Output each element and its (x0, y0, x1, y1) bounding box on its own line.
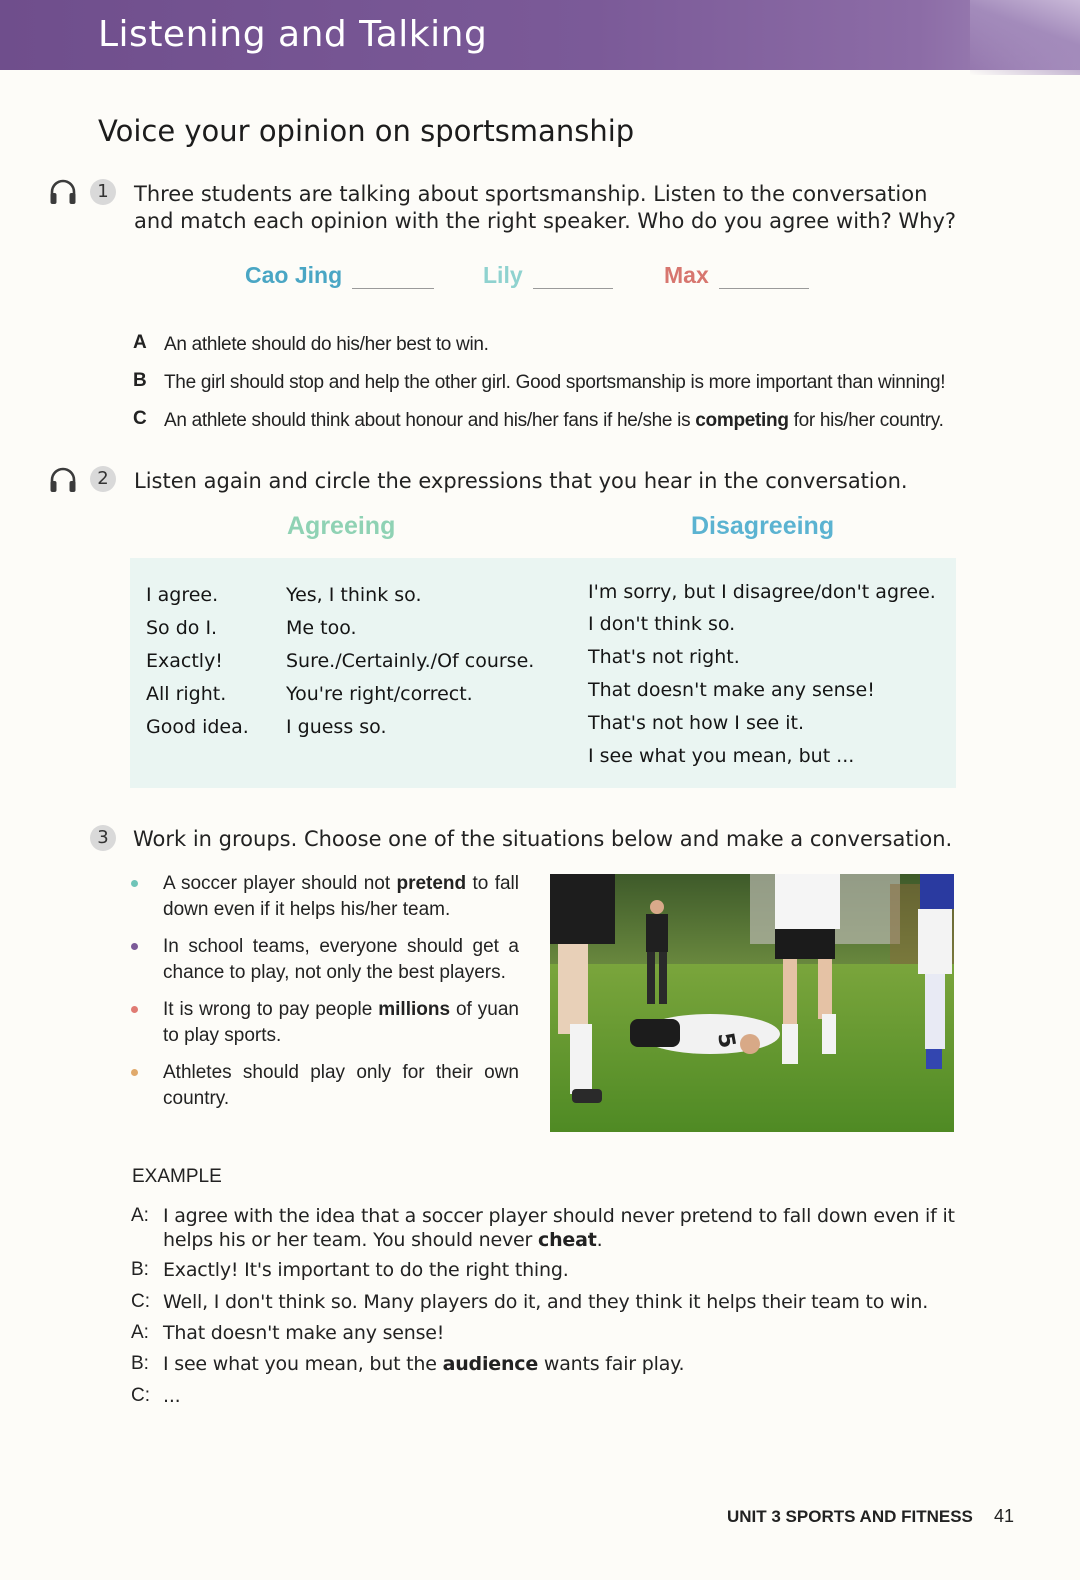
option-c-text: An athlete should think about honour and his/her fans if he/she is competing for his/her country. (164, 410, 944, 431)
answer-blank-lily[interactable] (533, 288, 613, 289)
keyword-audience: audience (442, 1353, 539, 1375)
situation-item: In school teams, everyone should get a chance to play, not only the best players. (163, 936, 519, 983)
situation-item: A soccer player should not pretend to fall down even if it helps his/her team. (163, 873, 519, 920)
answer-blank-cao-jing[interactable] (352, 288, 434, 289)
exercise-2-number: 2 (90, 466, 116, 492)
situation-bullet (131, 1069, 138, 1076)
example-heading: EXAMPLE (132, 1166, 222, 1187)
exercise-1-instruction-line-2: and match each opinion with the right speaker. Who do you agree with? Why? (134, 209, 957, 233)
example-speaker: B: (131, 1353, 149, 1374)
agree-expression[interactable]: I guess so. (286, 716, 387, 738)
situation-bullet (131, 943, 138, 950)
footer-unit-title: UNIT 3 SPORTS AND FITNESS (727, 1507, 973, 1526)
exercise-3-instruction: Work in groups. Choose one of the situations below and make a conversation. (133, 827, 953, 851)
agree-expression[interactable]: Sure./Certainly./Of course. (286, 650, 535, 672)
page-number: 41 (994, 1506, 1015, 1526)
section-title: Listening and Talking (98, 14, 488, 55)
agree-expression[interactable]: So do I. (146, 617, 218, 639)
soccer-player-down-photo (550, 874, 954, 1132)
answer-blank-max[interactable] (719, 288, 809, 289)
exercise-2-instruction: Listen again and circle the expressions that you hear in the conversation. (134, 469, 908, 493)
example-line: Exactly! It's important to do the right thing. (163, 1259, 569, 1281)
example-line: ... (163, 1385, 181, 1407)
example-speaker: C: (131, 1291, 150, 1312)
situation-bullet (131, 1006, 138, 1013)
exercise-1-number: 1 (90, 179, 116, 205)
example-speaker: A: (131, 1205, 149, 1226)
agree-expression[interactable]: Me too. (286, 617, 357, 639)
agree-expression[interactable]: You're right/correct. (286, 683, 473, 705)
banner-corner-decoration (970, 0, 1080, 75)
disagree-expression[interactable]: I don't think so. (588, 613, 736, 635)
example-line: I see what you mean, but the audience wants fair play. (163, 1353, 685, 1375)
example-speaker: B: (131, 1259, 149, 1280)
option-b-text: The girl should stop and help the other girl. Good sportsmanship is more important than winning! (164, 372, 946, 393)
keyword-competing: competing (695, 410, 789, 431)
page-title: Voice your opinion on sportsmanship (98, 114, 635, 148)
agree-expression[interactable]: Exactly! (146, 650, 223, 672)
headphones-icon[interactable] (48, 178, 78, 206)
example-speaker: C: (131, 1385, 150, 1406)
speaker-cao-jing: Cao Jing (245, 262, 343, 288)
svg-text:5: 5 (712, 1030, 740, 1051)
option-a-letter: A (133, 332, 147, 353)
disagree-expression[interactable]: That's not right. (588, 646, 740, 668)
disagree-expression[interactable]: I see what you mean, but ... (588, 745, 855, 767)
keyword-cheat: cheat (538, 1229, 597, 1251)
option-a-text: An athlete should do his/her best to win. (164, 334, 489, 355)
example-line: That doesn't make any sense! (163, 1322, 445, 1344)
speaker-max: Max (664, 262, 709, 288)
speaker-lily: Lily (483, 262, 523, 288)
agree-expression[interactable]: All right. (146, 683, 227, 705)
disagree-expression[interactable]: I'm sorry, but I disagree/don't agree. (588, 581, 936, 603)
option-b-letter: B (133, 370, 147, 391)
keyword-pretend: pretend (396, 873, 467, 894)
disagree-expression[interactable]: That's not how I see it. (588, 712, 805, 734)
headphones-icon[interactable] (48, 466, 78, 494)
example-speaker: A: (131, 1322, 149, 1343)
situation-item: It is wrong to pay people millions of yuan to play sports. (163, 999, 519, 1046)
agree-expression[interactable]: I agree. (146, 584, 219, 606)
agreeing-heading: Agreeing (287, 512, 396, 540)
exercise-1-instruction-line-1: Three students are talking about sportsmanship. Listen to the conversation (134, 182, 928, 206)
disagreeing-heading: Disagreeing (691, 512, 835, 540)
situation-item: Athletes should play only for their own country. (163, 1062, 519, 1109)
option-c-letter: C (133, 408, 147, 429)
example-line: Well, I don't think so. Many players do it, and they think it helps their team to win. (163, 1291, 929, 1313)
example-line: I agree with the idea that a soccer player should never pretend to fall down even if it helps his or her team. You should never cheat. (163, 1205, 955, 1251)
exercise-3-number: 3 (90, 825, 116, 851)
agree-expression[interactable]: Yes, I think so. (286, 584, 422, 606)
situation-bullet (131, 880, 138, 887)
keyword-millions: millions (378, 999, 451, 1020)
agree-expression[interactable]: Good idea. (146, 716, 249, 738)
disagree-expression[interactable]: That doesn't make any sense! (588, 679, 875, 701)
